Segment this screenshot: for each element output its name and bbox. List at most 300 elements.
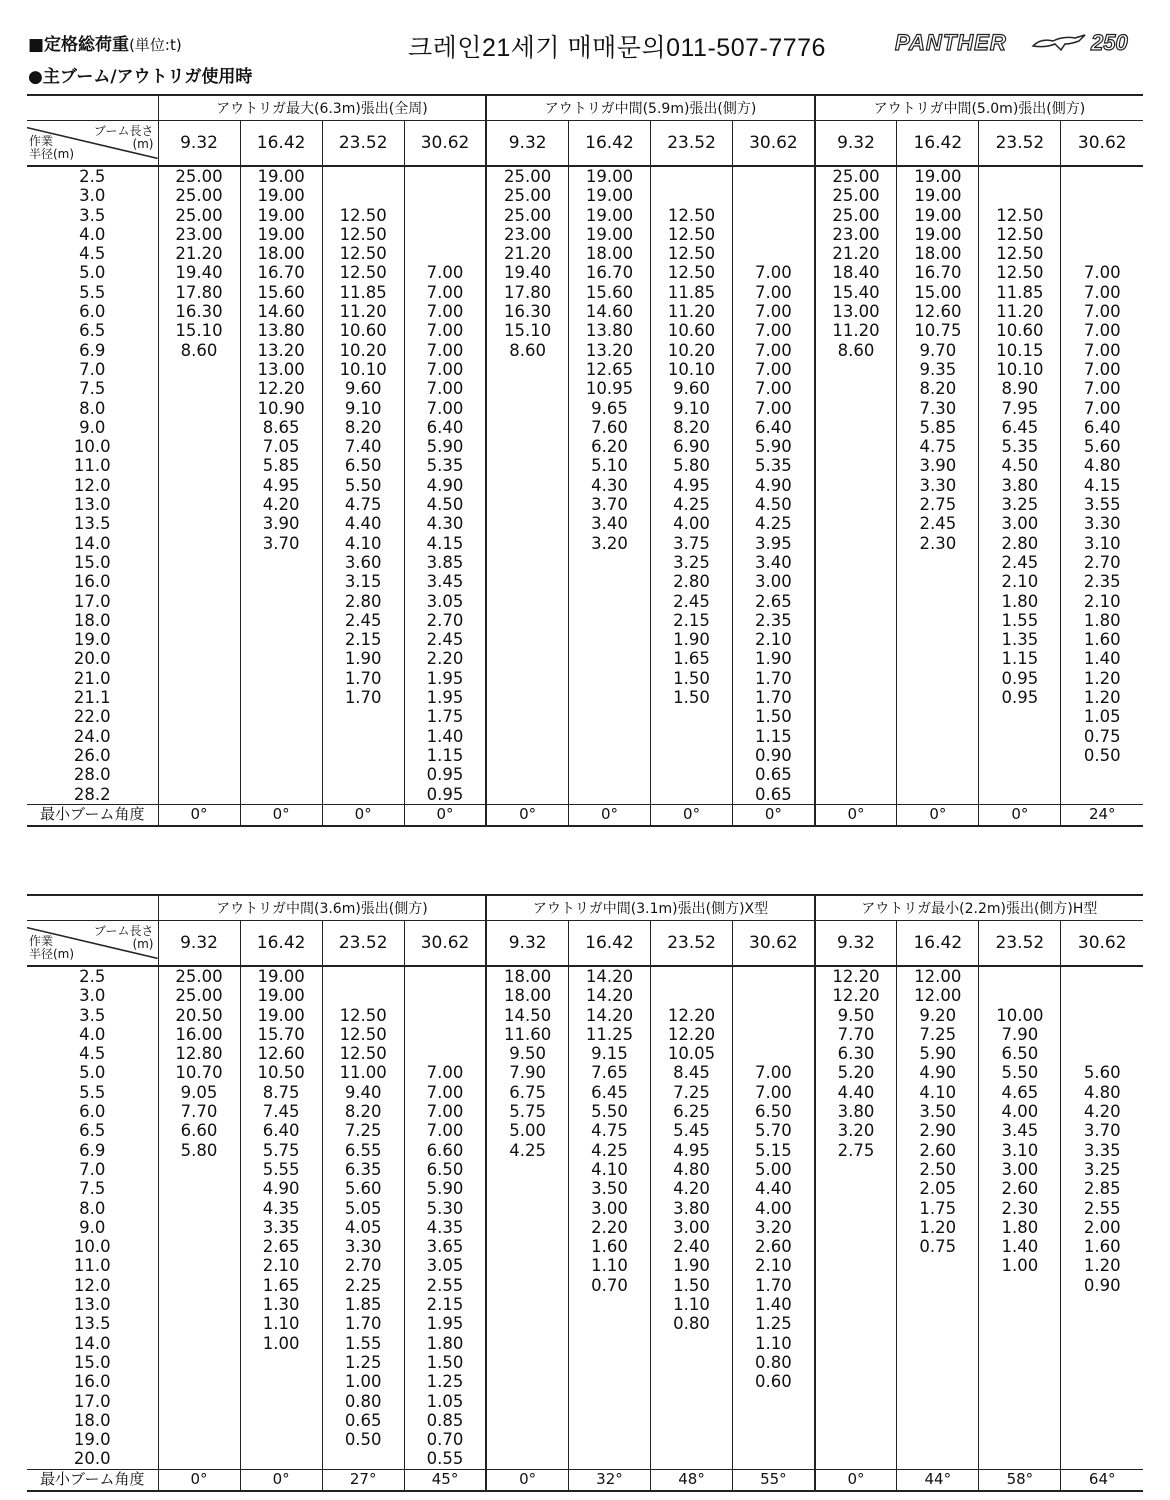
load-cell	[979, 765, 1061, 784]
load-cell: 10.60	[651, 321, 733, 340]
load-cell: 2.55	[1061, 1199, 1143, 1218]
load-cell: 4.25	[651, 495, 733, 514]
table-row	[27, 456, 1143, 475]
load-cell	[486, 669, 568, 688]
load-cell	[322, 986, 404, 1005]
load-cell: 2.80	[322, 592, 404, 611]
load-cell	[815, 360, 897, 379]
load-cell: 3.60	[322, 553, 404, 572]
load-cell: 7.00	[404, 341, 486, 360]
load-cell: 3.30	[897, 476, 979, 495]
load-cell: 12.50	[651, 244, 733, 263]
load-cell	[158, 592, 240, 611]
load-cell: 19.00	[897, 225, 979, 244]
load-cell	[733, 1006, 815, 1025]
radius-cell: 24.0	[73, 726, 111, 746]
load-cell: 7.00	[404, 379, 486, 398]
load-cell	[979, 707, 1061, 726]
radius-unit-text: 半径(m)	[29, 947, 75, 961]
load-cell	[815, 379, 897, 398]
load-cell	[897, 611, 979, 630]
load-cell: 4.30	[568, 476, 650, 495]
load-cell	[240, 553, 322, 572]
radius-cell: 16.0	[73, 1372, 111, 1392]
load-cell	[240, 688, 322, 707]
load-cell: 9.05	[158, 1083, 240, 1102]
load-cell	[404, 244, 486, 263]
load-cell: 10.15	[979, 341, 1061, 360]
boom-length-header: 30.62	[1061, 921, 1143, 967]
load-cell: 12.00	[897, 986, 979, 1005]
min-angle-cell: 0°	[979, 804, 1061, 826]
load-cell: 4.75	[568, 1121, 650, 1140]
boom-length-header: 16.42	[240, 121, 322, 167]
load-cell	[158, 1199, 240, 1218]
load-cell: 9.50	[815, 1006, 897, 1025]
min-angle-cell: 0°	[815, 804, 897, 826]
load-cell: 12.50	[979, 225, 1061, 244]
load-cell: 15.00	[897, 283, 979, 302]
load-cell: 10.00	[979, 1006, 1061, 1025]
load-cell: 16.70	[240, 263, 322, 282]
load-cell	[979, 785, 1061, 805]
min-angle-cell: 0°	[240, 1469, 322, 1491]
load-cell: 6.45	[979, 418, 1061, 437]
load-cell: 15.60	[240, 283, 322, 302]
load-cell	[240, 572, 322, 591]
boom-length-header: 30.62	[404, 921, 486, 967]
load-cell: 6.40	[404, 418, 486, 437]
load-cell: 9.10	[322, 399, 404, 418]
load-cell	[897, 1334, 979, 1353]
load-cell: 1.80	[404, 1334, 486, 1353]
load-cell: 10.20	[322, 341, 404, 360]
load-cell	[897, 1256, 979, 1275]
load-cell: 11.25	[568, 1025, 650, 1044]
load-cell	[815, 611, 897, 630]
load-cell	[404, 206, 486, 225]
load-cell: 18.40	[815, 263, 897, 282]
load-cell: 3.00	[733, 572, 815, 591]
min-angle-label: 最小ブーム角度	[27, 1469, 158, 1491]
table-row	[27, 186, 1143, 205]
load-cell	[322, 785, 404, 805]
load-cell: 2.30	[979, 1199, 1061, 1218]
load-cell	[897, 592, 979, 611]
table-row	[27, 1392, 1143, 1411]
load-cell: 13.20	[568, 341, 650, 360]
load-cell	[486, 1430, 568, 1449]
load-cell: 16.30	[158, 302, 240, 321]
load-cell	[1061, 1411, 1143, 1430]
load-cell: 7.00	[733, 379, 815, 398]
load-cell: 5.90	[897, 1044, 979, 1063]
load-cell: 3.50	[897, 1102, 979, 1121]
load-cell	[322, 166, 404, 186]
load-cell: 4.20	[240, 495, 322, 514]
load-cell	[486, 765, 568, 784]
radius-cell: 10.0	[73, 1237, 111, 1257]
load-cell: 12.50	[322, 1044, 404, 1063]
load-cell: 5.20	[815, 1063, 897, 1082]
load-cell: 12.60	[897, 302, 979, 321]
load-cell: 19.00	[240, 1006, 322, 1025]
load-cell	[733, 244, 815, 263]
table-row	[27, 1199, 1143, 1218]
load-cell	[568, 1430, 650, 1449]
load-cell: 7.00	[404, 302, 486, 321]
load-cell: 12.20	[240, 379, 322, 398]
load-cell: 19.00	[568, 225, 650, 244]
load-cell	[1061, 1044, 1143, 1063]
corner-label	[27, 921, 158, 967]
load-cell	[1061, 186, 1143, 205]
load-cell: 4.40	[815, 1083, 897, 1102]
load-cell	[404, 1006, 486, 1025]
load-cell	[240, 727, 322, 746]
load-cell	[651, 1334, 733, 1353]
load-cell: 19.40	[486, 263, 568, 282]
load-cell: 3.65	[404, 1237, 486, 1256]
load-cell	[897, 1353, 979, 1372]
load-cell	[486, 1449, 568, 1469]
load-cell: 19.00	[897, 186, 979, 205]
load-cell: 3.70	[568, 495, 650, 514]
load-cell: 11.60	[486, 1025, 568, 1044]
load-cell: 12.20	[651, 1006, 733, 1025]
table-row	[27, 1372, 1143, 1391]
radius-cell: 15.0	[73, 552, 111, 572]
load-cell	[815, 1353, 897, 1372]
load-cell: 25.00	[486, 166, 568, 186]
radius-cell: 7.5	[79, 379, 106, 399]
load-cell: 15.40	[815, 283, 897, 302]
load-cell	[651, 746, 733, 765]
load-cell: 6.55	[322, 1141, 404, 1160]
load-cell	[240, 1372, 322, 1391]
load-cell	[486, 437, 568, 456]
load-cell: 4.10	[897, 1083, 979, 1102]
load-cell: 25.00	[158, 986, 240, 1005]
load-cell: 12.60	[240, 1044, 322, 1063]
load-cell: 5.00	[733, 1160, 815, 1179]
boom-length-header: 16.42	[897, 121, 979, 167]
load-cell: 12.50	[979, 244, 1061, 263]
min-angle-cell: 64°	[1061, 1469, 1143, 1491]
load-cell: 1.15	[979, 649, 1061, 668]
table-row	[27, 1411, 1143, 1430]
load-cell	[815, 649, 897, 668]
table-row	[27, 611, 1143, 630]
load-cell: 14.60	[240, 302, 322, 321]
load-cell: 3.10	[979, 1141, 1061, 1160]
radius-cell: 8.0	[79, 398, 106, 418]
table-row	[27, 1044, 1143, 1063]
table-row	[27, 399, 1143, 418]
load-cell: 5.35	[979, 437, 1061, 456]
table-row	[27, 986, 1143, 1005]
load-cell: 11.85	[322, 283, 404, 302]
load-cell: 4.35	[240, 1199, 322, 1218]
load-cell	[486, 1334, 568, 1353]
load-cell	[486, 1295, 568, 1314]
outrigger-group-header: アウトリガ最大(6.3m)張出(全周)	[158, 95, 486, 121]
load-cell	[897, 1276, 979, 1295]
load-cell: 18.00	[897, 244, 979, 263]
load-cell: 12.50	[322, 206, 404, 225]
min-angle-cell: 0°	[404, 804, 486, 826]
load-cell	[897, 572, 979, 591]
load-cell: 16.70	[568, 263, 650, 282]
load-cell	[651, 765, 733, 784]
load-cell	[897, 1372, 979, 1391]
boom-length-header: 30.62	[733, 921, 815, 967]
load-cell	[486, 1237, 568, 1256]
min-angle-cell: 0°	[651, 804, 733, 826]
load-cell: 3.00	[979, 514, 1061, 533]
load-cell: 3.00	[568, 1199, 650, 1218]
load-cell: 0.50	[322, 1430, 404, 1449]
load-cell	[568, 592, 650, 611]
load-cell: 19.00	[568, 186, 650, 205]
load-cell: 18.00	[486, 986, 568, 1005]
load-cell: 12.20	[815, 966, 897, 986]
table-row	[27, 166, 1143, 186]
load-cell: 8.20	[897, 379, 979, 398]
table-row	[27, 553, 1143, 572]
min-angle-row	[27, 804, 1143, 826]
load-cell	[158, 1237, 240, 1256]
load-cell: 1.50	[404, 1353, 486, 1372]
load-cell	[979, 1353, 1061, 1372]
load-cell	[651, 1430, 733, 1449]
load-cell: 4.50	[979, 456, 1061, 475]
load-cell: 3.05	[404, 592, 486, 611]
radius-cell: 13.0	[73, 1295, 111, 1315]
load-cell	[486, 630, 568, 649]
load-cell	[1061, 1430, 1143, 1449]
table-row	[27, 1006, 1143, 1025]
load-cell	[486, 418, 568, 437]
load-cell: 11.85	[651, 283, 733, 302]
load-cell: 13.80	[568, 321, 650, 340]
load-cell	[158, 360, 240, 379]
load-cell: 15.60	[568, 283, 650, 302]
load-cell	[568, 1372, 650, 1391]
load-cell	[240, 1430, 322, 1449]
load-cell: 3.80	[815, 1102, 897, 1121]
load-cell	[897, 688, 979, 707]
load-cell	[568, 688, 650, 707]
load-cell: 7.00	[404, 1083, 486, 1102]
load-cell	[158, 1160, 240, 1179]
load-cell	[815, 553, 897, 572]
load-cell: 1.25	[322, 1353, 404, 1372]
radius-cell: 4.5	[79, 1044, 106, 1064]
boom-length-header: 9.32	[158, 121, 240, 167]
load-cell	[158, 399, 240, 418]
table-row	[27, 514, 1143, 533]
load-cell: 0.90	[733, 746, 815, 765]
load-cell: 0.95	[979, 669, 1061, 688]
load-cell	[1061, 1006, 1143, 1025]
load-cell: 9.15	[568, 1044, 650, 1063]
load-cell	[486, 476, 568, 495]
table-row	[27, 1430, 1143, 1449]
load-cell: 12.50	[322, 263, 404, 282]
load-cell: 17.80	[486, 283, 568, 302]
boom-length-header: 9.32	[486, 121, 568, 167]
load-cell	[1061, 765, 1143, 784]
load-cell	[240, 785, 322, 805]
load-cell: 0.80	[651, 1314, 733, 1333]
load-cell: 13.00	[815, 302, 897, 321]
radius-cell: 16.0	[73, 572, 111, 592]
load-cell	[240, 765, 322, 784]
page-title	[28, 30, 182, 55]
load-cell: 6.75	[486, 1083, 568, 1102]
load-cell: 2.15	[322, 630, 404, 649]
load-cell	[979, 986, 1061, 1005]
load-cell	[404, 966, 486, 986]
radius-cell: 13.5	[73, 514, 111, 534]
load-cell	[651, 785, 733, 805]
load-cell: 2.10	[733, 630, 815, 649]
load-cell: 0.75	[897, 1237, 979, 1256]
radius-cell: 10.0	[73, 437, 111, 457]
load-cell: 4.50	[733, 495, 815, 514]
min-angle-cell: 0°	[240, 804, 322, 826]
load-cell: 12.50	[322, 1025, 404, 1044]
radius-cell: 7.0	[79, 1159, 106, 1179]
load-cell: 7.00	[404, 1102, 486, 1121]
load-cell	[651, 186, 733, 205]
load-cell: 5.70	[733, 1121, 815, 1140]
table-row	[27, 534, 1143, 553]
load-cell: 2.45	[651, 592, 733, 611]
load-cell: 6.40	[1061, 418, 1143, 437]
min-angle-cell: 0°	[486, 1469, 568, 1491]
radius-cell: 14.0	[73, 1333, 111, 1353]
load-cell: 19.00	[240, 166, 322, 186]
load-cell: 14.20	[568, 1006, 650, 1025]
radius-cell: 21.0	[73, 668, 111, 688]
load-cell: 4.10	[568, 1160, 650, 1179]
load-cell: 25.00	[815, 166, 897, 186]
load-cell	[815, 669, 897, 688]
load-cell: 5.60	[1061, 1063, 1143, 1082]
load-cell: 2.80	[651, 572, 733, 591]
load-cell: 2.60	[733, 1237, 815, 1256]
load-cell	[322, 707, 404, 726]
load-cell: 6.25	[651, 1102, 733, 1121]
load-cell: 1.90	[651, 630, 733, 649]
load-cell	[240, 669, 322, 688]
load-cell	[404, 225, 486, 244]
load-cell: 1.00	[240, 1334, 322, 1353]
boom-label-text: ブーム長さ	[93, 124, 154, 138]
load-cell: 4.10	[322, 534, 404, 553]
load-cell: 7.00	[1061, 321, 1143, 340]
table-row	[27, 1314, 1143, 1333]
min-angle-cell: 24°	[1061, 804, 1143, 826]
load-cell	[568, 765, 650, 784]
load-cell: 19.00	[897, 166, 979, 186]
load-cell: 1.75	[404, 707, 486, 726]
load-cell	[322, 1449, 404, 1469]
table-row	[27, 244, 1143, 263]
load-cell	[158, 669, 240, 688]
load-cell	[486, 1179, 568, 1198]
load-cell	[1061, 1372, 1143, 1391]
load-cell	[897, 1430, 979, 1449]
load-cell: 6.90	[651, 437, 733, 456]
load-cell: 1.70	[733, 688, 815, 707]
load-cell: 1.70	[733, 1276, 815, 1295]
load-cell	[1061, 244, 1143, 263]
load-cell: 4.25	[486, 1141, 568, 1160]
load-cell	[897, 669, 979, 688]
load-cell	[815, 592, 897, 611]
min-angle-cell: 0°	[897, 804, 979, 826]
load-cell: 3.30	[322, 1237, 404, 1256]
load-cell: 25.00	[158, 166, 240, 186]
load-cell	[486, 1218, 568, 1237]
load-cell	[815, 1392, 897, 1411]
load-cell	[486, 1276, 568, 1295]
load-cell: 2.15	[404, 1295, 486, 1314]
load-cell	[815, 785, 897, 805]
load-cell	[815, 1218, 897, 1237]
load-cell	[815, 1334, 897, 1353]
table-row	[27, 592, 1143, 611]
radius-cell: 19.0	[73, 1430, 111, 1450]
radius-cell: 3.5	[79, 1005, 106, 1025]
load-cell	[568, 1411, 650, 1430]
load-cell	[568, 1295, 650, 1314]
load-cell: 21.20	[815, 244, 897, 263]
load-cell: 5.85	[240, 456, 322, 475]
load-cell: 4.40	[733, 1179, 815, 1198]
load-cell: 8.20	[322, 1102, 404, 1121]
load-cell: 3.45	[979, 1121, 1061, 1140]
load-cell	[815, 688, 897, 707]
min-angle-cell: 32°	[568, 1469, 650, 1491]
load-cell	[158, 1218, 240, 1237]
load-cell: 7.00	[1061, 360, 1143, 379]
load-cell	[158, 746, 240, 765]
load-cell: 2.45	[979, 553, 1061, 572]
load-cell: 4.00	[651, 514, 733, 533]
load-cell	[815, 1295, 897, 1314]
load-cell	[158, 379, 240, 398]
load-cell: 15.70	[240, 1025, 322, 1044]
boom-length-header: 23.52	[322, 921, 404, 967]
boom-length-header: 16.42	[240, 921, 322, 967]
table-row	[27, 765, 1143, 784]
table-row	[27, 1218, 1143, 1237]
load-cell: 12.65	[568, 360, 650, 379]
load-cell: 1.20	[1061, 688, 1143, 707]
load-cell: 14.20	[568, 966, 650, 986]
load-cell: 11.00	[322, 1063, 404, 1082]
load-cell	[897, 765, 979, 784]
load-cell: 4.95	[651, 476, 733, 495]
load-cell	[897, 746, 979, 765]
load-cell	[486, 649, 568, 668]
load-cell: 4.75	[322, 495, 404, 514]
load-cell: 1.90	[322, 649, 404, 668]
